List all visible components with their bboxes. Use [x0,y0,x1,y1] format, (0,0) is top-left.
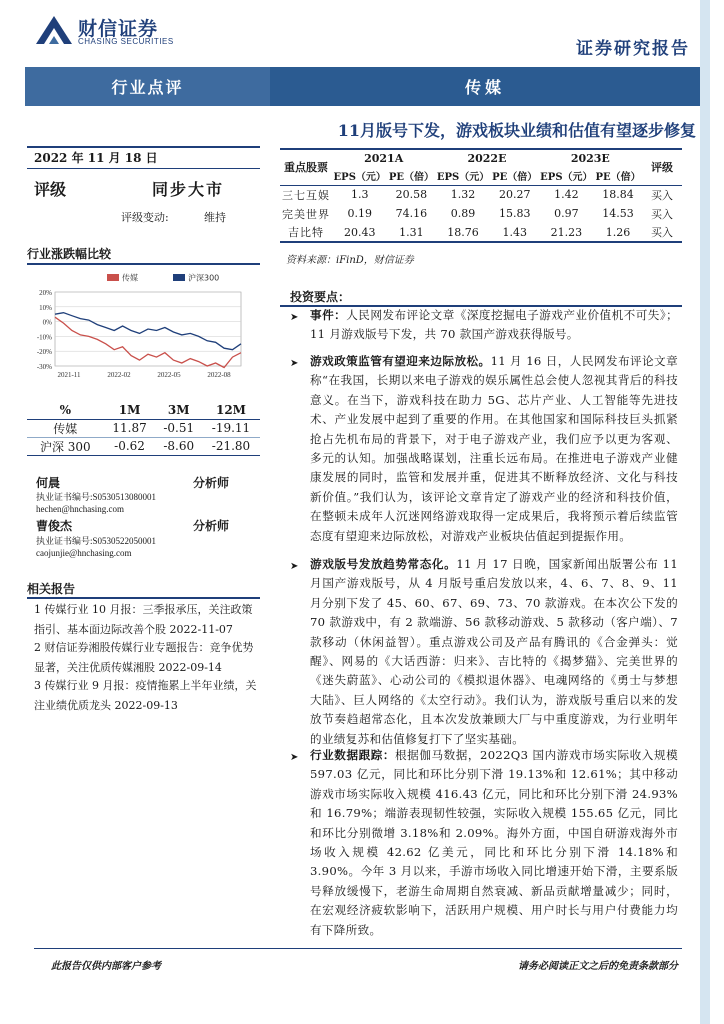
footer-divider [34,948,682,949]
point-lead: 游戏政策监管有望迎来边际放松。 [310,354,491,368]
point-text: 人民网发布评论文章《深度挖掘电子游戏产业价值机不可失》；11 月游戏版号下发，共 70 款国产游戏获得版号。 [310,308,679,342]
point-text: 11 月 16 日，人民网发布评论文章称“在我国，长期以来电子游戏的娱乐属性总会使人忽视其背后的科技意义。在当下，游戏科技在助力 5G、芯片产业、人工智能等先进技术、产业发展中起到了重要的作用。在其他国家和国际科技巨头抓紧抢占先机布局的背景下，对于电子游戏产业，我们应予以更为客观、多元的认知。加强战略谋划，注重长远布局。在推进电子游戏产业健康发展的同时，监管和发展并重，促进其不断释放经济、文化与科技新价值。”我们认为，该评论文章肯定了游戏产业的经济和科技价值，在整顿未成年人沉迷网络游戏取得一定成果后，我将预示着后续监管态度有望迎来边际放松，对游戏产业板块估值起到提振作用。 [310,354,678,543]
analyst-name: 何晨 [36,476,61,490]
table-source: 资料来源：iFinD，财信证券 [286,255,414,266]
table-cell: 1.31 [387,223,435,242]
y-tick-label: -10% [36,333,52,342]
legend-label: 沪深300 [188,273,220,283]
stock-name: 三七互娱 [282,188,330,202]
x-tick-label: 2022-08 [207,371,231,379]
col-sub: PE（倍） [491,167,539,185]
table-row [280,223,682,242]
point-text: 根据伽马数据，2022Q3 国内游戏市场实际收入规模 597.03 亿元，同比和环比分别下滑 19.13%和 12.61%；其中移动游戏市场实际收入规模 416.43 亿元，同比和环比分别下滑 24.93%和 16.79%；端游表现韧性较强，实际收入规模 155.65 亿元，同比和环比分别微增 3.18%和 2.09%。海外方面，中国自研游戏海外市场收入规模 42.62 亿美元，同比和环比分别下滑 14.18%和 3.90%。今年 3 月以来，手游市场收入同比增速开始下滑，主要系版号释放缓慢下，老游生命周期自然衰减、新品贡献增量减少；同时，在宏观经济疲软影响下，活跃用户规模、用户时长与用户付费能力均有下降所致。 [310,748,678,937]
x-tick-label: 2021-11 [57,371,81,379]
col-sub: EPS（元） [539,167,594,185]
col-sub: PE（倍） [594,167,642,185]
perf-cell: 11.87 [104,419,156,437]
banner-report-category: 行业点评 [25,67,270,106]
point-paragraph [310,555,678,749]
table-cell: 1.42 [554,188,579,202]
table-cell: 14.53 [602,207,634,220]
col-stock: 重点股票 [280,149,332,185]
table-cell: 买入 [642,223,682,242]
performance-table [27,401,260,456]
investment-points-title: 投资要点： [290,290,351,304]
series-line-1 [55,313,241,350]
table-cell: 1.32 [450,188,476,202]
col-year: 2022E [435,149,538,167]
perf-cell: -0.51 [155,419,201,437]
rating-change-label: 评级变动: [121,211,169,224]
analyst-role: 分析师 [193,476,230,490]
chart-y-axis [37,289,52,371]
chart-series [55,313,241,368]
perf-cell: -8.60 [155,437,201,455]
footer-disclaimer: 请务必阅读正文之后的免责条款部分 [518,961,678,972]
analyst-cert: 执业证书编号:S0530513080001 [36,492,157,502]
analyst-role: 分析师 [193,519,230,533]
table-cell: 20.58 [395,188,428,202]
table-cell: 21.23 [539,223,594,242]
y-tick-label: -30% [36,363,52,371]
related-reports-title: 相关报告 [27,582,76,596]
perf-cell: -0.62 [104,437,156,455]
document-type: 证券研究报告 [576,39,690,59]
footer-note: 此报告仅供内部客户参考 [51,961,161,972]
rating-value: 同步大市 [152,180,225,199]
table-cell: 1.43 [491,223,539,242]
analyst-email[interactable]: hechen@hnchasing.com [36,504,125,514]
col-rating: 评级 [642,149,682,185]
divider [27,597,260,599]
table-cell: 0.89 [450,207,476,220]
chart-legend [107,273,219,283]
table-cell: 0.19 [347,207,372,220]
table-cell: 20.27 [498,188,531,202]
related-report-item[interactable]: 1 传媒行业 10 月报：三季报承压，关注政策指引、基本面边际改善个股 2022-11-07 [34,603,253,636]
y-tick-label: 20% [39,289,52,297]
related-report-item[interactable]: 3 传媒行业 9 月报：疫情拖累上半年业绩，关注业绩优质龙头 2022-09-13 [34,679,257,712]
table-row [280,204,682,223]
rating-change-value: 维持 [204,211,226,224]
table-cell: 买入 [651,188,673,202]
table-cell: 1.26 [594,223,642,242]
perf-cell: 传媒 [27,419,104,437]
analyst-name: 曹俊杰 [36,519,73,533]
y-tick-label: -20% [36,348,52,357]
stock-name: 完美世界 [282,207,330,221]
col-year: 2023E [539,149,642,167]
table-cell: 20.43 [332,223,387,242]
table-cell: 0.97 [554,207,579,220]
rating-label: 评级 [34,180,67,199]
divider [27,168,260,169]
point-paragraph [310,352,678,546]
perf-header: 1M [104,401,156,419]
point-paragraph [310,306,678,345]
legend-swatch [107,274,119,281]
arrow-bullet-icon: ➤ [290,561,299,572]
legend-label: 传媒 [122,273,138,283]
legend-swatch [173,274,185,281]
chasing-logo-icon [34,14,74,48]
x-tick-label: 2022-05 [157,371,181,379]
y-tick-label: 0% [42,318,52,327]
point-lead: 事件： [310,308,347,322]
analyst-cert: 执业证书编号:S0530522050001 [36,536,157,546]
table-cell: 买入 [651,207,673,221]
x-tick-label: 2022-02 [107,371,131,379]
key-stocks-table [280,148,682,243]
table-row [280,185,682,204]
col-sub: EPS（元） [332,167,387,185]
divider [27,263,260,265]
table-cell: 15.83 [498,207,531,220]
perf-header: 3M [155,401,201,419]
banner-industry: 传媒 [270,67,700,106]
table-row [27,437,260,455]
point-lead: 行业数据跟踪： [310,748,396,762]
point-lead: 游戏版号发放趋势常态化。 [310,557,457,571]
perf-cell: -21.80 [202,437,260,455]
arrow-bullet-icon: ➤ [290,752,299,763]
chart-section-title: 行业涨跌幅比较 [27,247,112,261]
perf-cell: -19.11 [202,419,260,437]
right-edge-stripe [700,0,710,1024]
company-name-en: CHASING SECURITIES [78,37,174,46]
point-text: 11 月 17 日晚，国家新闻出版署公布 11 月国产游戏版号，从 4 月版号重启发放以来，4、6、7、8、9、11 月分别下发了 45、60、67、69、73、70 款游戏。在本次公下发的 70 款游戏中，有 2 款端游、56 款移动游戏、5 款移动（客户端）、7 款移动（休闲益智）。重点游戏公司及产品有腾讯的《合金弹头：觉醒》、网易的《大话西游：归来》、吉比特的《揭梦猫》、完美世界的《迷失蔚蓝》、心动公司的《模拟退休器》、电魂网络的《勇士与梦想大陆》、巨人网络的《太空行动》。我们认为，游戏版号重启以来的发放节奏趋超常态化，且本次发放兼顾大厂与中重度游戏，为行业明年的业绩复苏和估值修复打下了坚实基础。 [310,557,678,746]
arrow-bullet-icon: ➤ [290,358,299,369]
table-cell: 18.84 [602,188,634,202]
table-row [27,419,260,437]
col-sub: PE（倍） [387,167,435,185]
point-paragraph [310,746,678,940]
col-sub: EPS（元） [435,167,490,185]
industry-performance-chart [27,268,260,386]
perf-header: % [27,401,104,419]
report-date: 2022 年 11 月 18 日 [34,151,158,165]
related-report-item[interactable]: 2 财信证券湘股传媒行业专题报告：竞争优势显著，关注优质传媒湘股 2022-09-14 [34,641,254,674]
divider [27,146,260,148]
table-cell: 74.16 [395,207,428,220]
col-year: 2021A [332,149,435,167]
perf-cell: 沪深 300 [27,437,104,455]
chart-x-axis [57,371,231,379]
analyst-email[interactable]: caojunjie@hnchasing.com [36,548,132,558]
stock-name: 吉比特 [280,223,332,242]
table-cell: 18.76 [435,223,490,242]
table-cell: 1.3 [350,188,369,202]
perf-header: 12M [202,401,260,419]
y-tick-label: 10% [39,303,52,312]
report-headline: 11月版号下发，游戏板块业绩和估值有望逐步修复 [337,121,696,140]
company-name-cn: 财信证券 [78,18,159,40]
arrow-bullet-icon: ➤ [290,312,299,323]
